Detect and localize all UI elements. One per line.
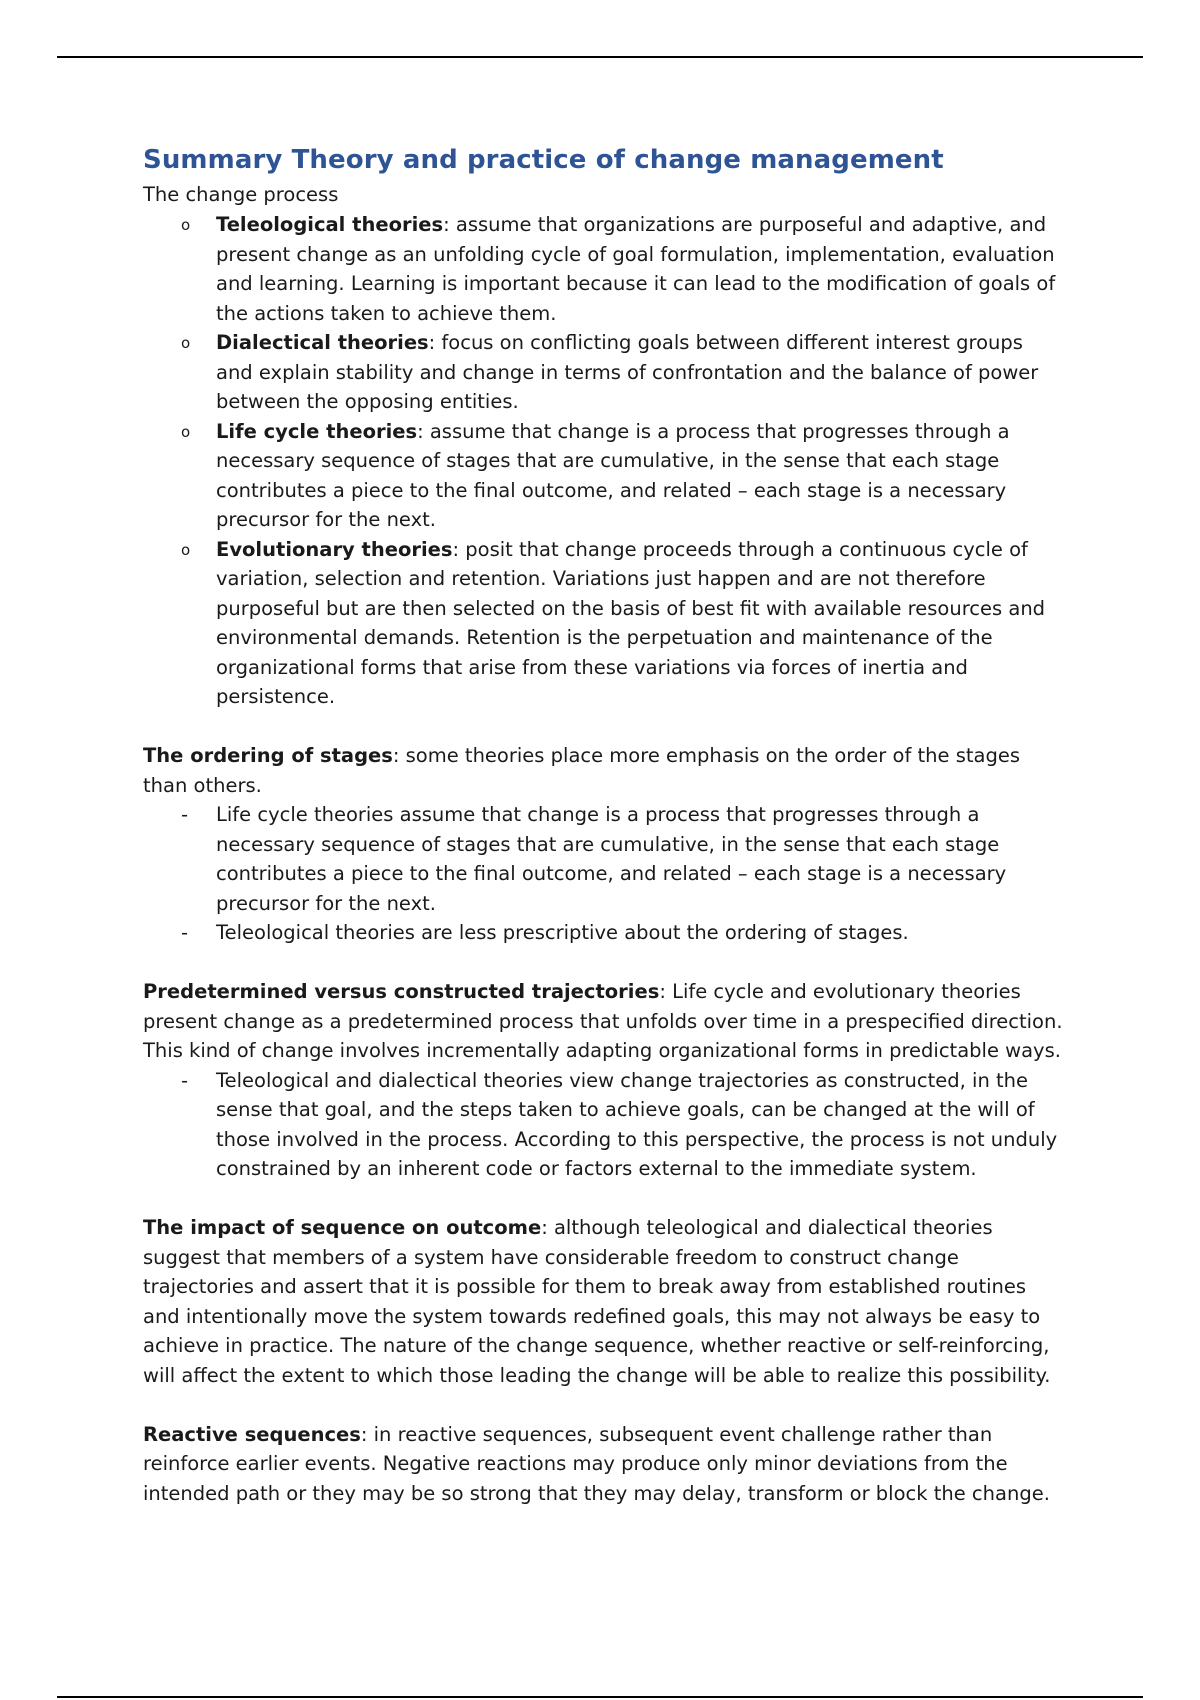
document-page: [143, 140, 1063, 1508]
footer-rule: [57, 1696, 1143, 1698]
paragraph-term: Reactive sequences: [143, 1422, 361, 1446]
paragraph-term: The ordering of stages: [143, 744, 393, 767]
circle-bullet-icon: o: [181, 334, 191, 352]
paragraph-term: Predetermined versus constructed trajectories: [143, 980, 660, 1003]
paragraph-text: : in reactive sequences, subsequent event challenge rather than reinforce earlier events. Negative reactions may produce only minor deviations from the intended path or they may be so strong that they may delay, transform or block the change.: [143, 1422, 1050, 1505]
list-item: [143, 210, 1063, 328]
list-item: [143, 535, 1063, 712]
dash-bullet-icon: -: [181, 803, 189, 826]
list-item: [143, 1066, 1063, 1184]
paragraph-text: : some theories place more emphasis on the order of the stages than others.: [143, 744, 1020, 797]
item-term: Evolutionary theories: [216, 537, 453, 561]
header-rule: [57, 56, 1143, 58]
dash-bullet-icon: -: [181, 1068, 189, 1092]
item-text: Teleological and dialectical theories view change trajectories as constructed, in the sense that goal, and the steps taken to achieve goals, can be changed at the will of those involved in the process. According to this perspective, the process is not unduly constrained by an inherent code or factors external to the immediate system.: [216, 1068, 1058, 1180]
ordering-list: [143, 800, 1063, 948]
item-term: Dialectical theories: [216, 331, 429, 354]
list-item: [143, 328, 1063, 417]
trajectories-paragraph: [143, 977, 1063, 1066]
circle-bullet-icon: o: [181, 216, 191, 234]
list-item: [143, 417, 1063, 535]
section-subtitle: The change process: [143, 183, 339, 206]
theories-list: [143, 210, 1063, 712]
impact-paragraph: [143, 1213, 1063, 1390]
dash-bullet-icon: -: [181, 921, 189, 944]
paragraph-text: : Life cycle and evolutionary theories present change as a predetermined process that unfolds over time in a prespecified direction. This kind of change involves incrementally adapting organizational forms in predictable ways.: [143, 980, 1063, 1062]
item-text: Teleological theories are less prescriptive about the ordering of stages.: [216, 921, 909, 944]
item-term: Teleological theories: [216, 213, 444, 236]
ordering-paragraph: [143, 741, 1063, 800]
trajectories-list: [143, 1066, 1063, 1184]
item-text: : assume that organizations are purposeful and adaptive, and present change as an unfolding cycle of goal formulation, implementation, evaluation and learning. Learning is important because it can lead to the modification of goals of the actions taken to achieve them.: [216, 213, 1056, 325]
item-text: Life cycle theories assume that change is a process that progresses through a necessary sequence of stages that are cumulative, in the sense that each stage contributes a piece to the final outcome, and related – each stage is a necessary precursor for the next.: [216, 803, 1007, 915]
item-text: : posit that change proceeds through a continuous cycle of variation, selection and retention. Variations just happen and are not therefore purposeful but are then selected on the basis of best fit with available resources and environmental demands. Retention is the perpetuation and maintenance of the organizational forms that arise from these variations via forces of inertia and persistence.: [216, 537, 1046, 708]
paragraph-term: The impact of sequence on outcome: [143, 1216, 542, 1239]
item-term: Life cycle theories: [216, 419, 418, 443]
list-item: [143, 918, 1063, 948]
document-title: Summary Theory and practice of change management: [143, 145, 944, 175]
paragraph-text: : although teleological and dialectical theories suggest that members of a system have considerable freedom to construct change trajectories and assert that it is possible for them to break away from established routines and intentionally move the system towards redefined goals, this may not always be easy to achieve in practice. The nature of the change sequence, whether reactive or self-reinforcing, will affect the extent to which those leading the change will be able to realize this possibility.: [143, 1216, 1051, 1387]
reactive-paragraph: [143, 1420, 1063, 1509]
item-text: : assume that change is a process that progresses through a necessary sequence of stages that are cumulative, in the sense that each stage contributes a piece to the final outcome, and related – each stage is a necessary precursor for the next.: [216, 419, 1010, 531]
circle-bullet-icon: o: [181, 422, 191, 441]
list-item: [143, 800, 1063, 918]
circle-bullet-icon: o: [181, 540, 191, 559]
item-text: : focus on conflicting goals between different interest groups and explain stability and change in terms of confrontation and the balance of power between the opposing entities.: [216, 331, 1039, 413]
